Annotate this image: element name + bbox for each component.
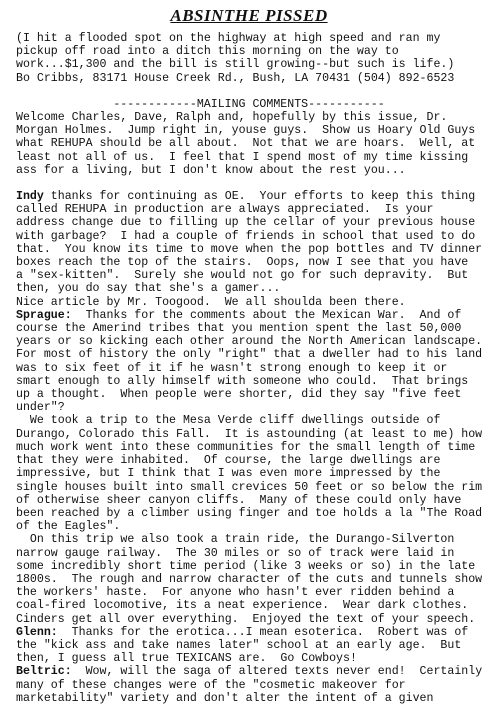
comment-line: of otherwise sheer canyon cliffs. Many of these could only have bbox=[16, 493, 462, 507]
comment-line: Cinders get all over everything. Enjoyed the text of your speech. bbox=[16, 612, 476, 626]
welcome-line: Morgan Holmes. Jump right in, youse guys. Show us Hoary Old Guys bbox=[16, 124, 476, 138]
comment-line: with garbage? I had a couple of friends in school that used to do bbox=[16, 229, 476, 243]
comment-line: course the Amerind tribes that you mention spent the last 50,000 bbox=[16, 322, 462, 336]
comment-line: years or so kicking each other around the North American landscape. bbox=[16, 335, 483, 349]
welcome-line: Welcome Charles, Dave, Ralph and, hopefully by this issue, Dr. bbox=[16, 111, 448, 125]
comment-line: been reached by a climber using finger and toe holds a la "The Road bbox=[16, 506, 483, 520]
comment-line: On this trip we also took a train ride, the Durango-Silverton bbox=[16, 533, 455, 547]
comment-line: 1800s. The rough and narrow character of the cuts and tunnels show bbox=[16, 572, 483, 586]
comment-line: We took a trip to the Mesa Verde cliff dwellings outside of bbox=[16, 414, 441, 428]
comment-line: was to six feet of it if he wasn't strong enough to keep it or bbox=[16, 361, 448, 375]
welcome-line: ass for a living, but I don't know about the rest you... bbox=[16, 163, 406, 177]
respondent-name: Glenn: bbox=[16, 625, 58, 639]
comment-line: a "sex-kitten". Surely she would not go for such depravity. But bbox=[16, 269, 469, 283]
comment-line: narrow gauge railway. The 30 miles or so of track were laid in bbox=[16, 546, 455, 560]
welcome-line: least not all of us. I feel that I spend most of my time kissing bbox=[16, 150, 469, 164]
comment-line: some incredibly short time period (like 3 weeks or so) in the late bbox=[16, 559, 476, 573]
intro-line: work...$1,300 and the bill is still growing--but such is life.) bbox=[16, 58, 455, 72]
respondent-name: Indy bbox=[16, 190, 44, 204]
comment-start-line bbox=[16, 626, 482, 639]
comment-start-line bbox=[16, 665, 482, 678]
comment-line: the "kick ass and take names later" school at an early age. But bbox=[16, 638, 462, 652]
intro-block bbox=[16, 32, 482, 85]
comment-line: of the Eagles". bbox=[16, 520, 121, 534]
document-page bbox=[16, 6, 482, 705]
comment-text: Wow, will the saga of altered texts never end! Certainly bbox=[71, 665, 483, 679]
comment-line: impressive, but I think that I was even more impressed by the bbox=[16, 467, 441, 481]
respondent-name: Beltric: bbox=[16, 665, 72, 679]
comment-text: thanks for continuing as OE. Your efforts to keep this thing bbox=[43, 190, 476, 204]
comment-line: marketability" variety and don't alter the intent of a given bbox=[16, 691, 434, 705]
comment-line: the workers' haste. For anyone who hasn't ever ridden behind a bbox=[16, 586, 455, 600]
comment-line: under"? bbox=[16, 401, 65, 415]
comment-line: called REHUPA in production are always appreciated. Is your bbox=[16, 203, 434, 217]
comment-line: boxes reach the top of the stairs. Oops, now I see that you have bbox=[16, 256, 469, 270]
comment-line: much work went into these communities for the small length of time bbox=[16, 440, 476, 454]
comment-line: then, you do say that she's a gamer... bbox=[16, 282, 281, 296]
comment-line: that they were inhabited. Of course, the large dwellings are bbox=[16, 454, 441, 468]
comment-line: single houses built into small crevices 50 feet or so below the rim bbox=[16, 480, 483, 494]
intro-line: (I hit a flooded spot on the highway at high speed and ran my bbox=[16, 32, 441, 45]
comment-line: coal-fired locomotive, its a neat experience. Wear dark clothes. bbox=[16, 599, 469, 613]
comment-start-line bbox=[16, 190, 482, 203]
respondent-name: Sprague: bbox=[16, 308, 72, 322]
comment-text: Thanks for the erotica...I mean esoterica. Robert was of bbox=[57, 625, 469, 639]
comment-line: Nice article by Mr. Toogood. We all shoulda been there. bbox=[16, 295, 406, 309]
mailing-comments-header: ------------MAILING COMMENTS----------- bbox=[113, 97, 385, 111]
comment-line: For most of history the only "right" that a dweller had to his land bbox=[16, 348, 483, 362]
comment-start-line bbox=[16, 309, 482, 322]
comment-line: Durango, Colorado this Fall. It is astounding (at least to me) how bbox=[16, 427, 483, 441]
author-address-line: Bo Cribbs, 83171 House Creek Rd., Bush, LA 70431 (504) 892-6523 bbox=[16, 71, 455, 85]
comment-line: smart enough to ally himself with someone who could. That brings bbox=[16, 374, 469, 388]
mailing-comments-body bbox=[16, 190, 482, 705]
comment-line: many of these changes were of the "cosmetic makeover for bbox=[16, 678, 406, 692]
welcome-line: what REHUPA should be all about. Not that we are hoars. Well, at bbox=[16, 137, 476, 151]
comment-text: Thanks for the comments about the Mexican War. And of bbox=[71, 308, 462, 322]
comment-line: that. You know its time to move when the pop bottles and TV dinner bbox=[16, 242, 483, 256]
page-title: ABSINTHE PISSED bbox=[170, 6, 328, 25]
comment-line: then, I guess all true TEXICANS are. Go Cowboys! bbox=[16, 652, 357, 666]
comment-line: address change due to filling up the cellar of your previous house bbox=[16, 216, 476, 230]
intro-line: pickup off road into a ditch this morning on the way to bbox=[16, 45, 399, 59]
comment-line: up a thought. When people were shorter, did they say "five feet bbox=[16, 388, 462, 402]
welcome-block bbox=[16, 111, 482, 177]
